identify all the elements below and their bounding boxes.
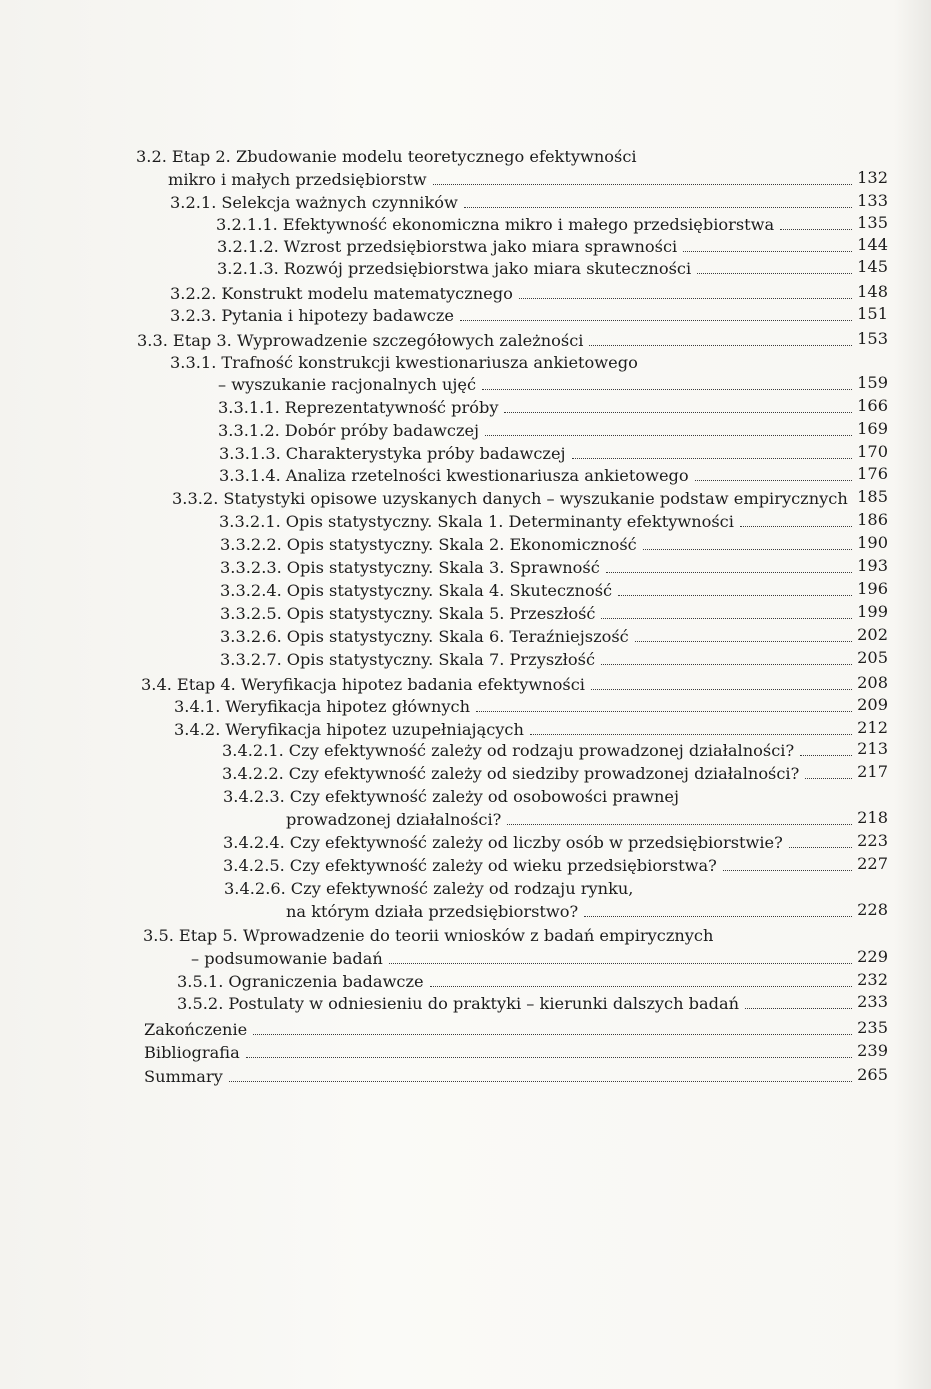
toc-leader-dots — [606, 572, 852, 573]
toc-entry-title: Etap 2. Zbudowanie modelu teoretycznego efektywności — [171, 147, 637, 166]
toc-leader-dots — [695, 480, 852, 481]
toc-leader-dots — [740, 526, 852, 527]
toc-leader-dots — [723, 870, 852, 871]
toc-page-number: 151 — [857, 304, 888, 323]
toc-entry-title: Analiza rzetelności kwestionariusza ankietowego — [285, 466, 689, 485]
toc-entry — [141, 675, 585, 695]
toc-page-number: 159 — [857, 373, 888, 392]
toc-leader-dots — [433, 184, 852, 185]
toc-page-number: 132 — [857, 168, 888, 187]
toc-entry-number: 3.2.1. — [170, 193, 217, 212]
toc-page-number: 232 — [857, 970, 888, 989]
toc-leader-dots — [683, 251, 852, 252]
toc-entry — [220, 558, 600, 578]
toc-leader-dots — [789, 847, 852, 848]
toc-leader-dots — [800, 755, 852, 756]
toc-leader-dots — [476, 711, 852, 712]
toc-page-number: 135 — [857, 213, 888, 232]
toc-entry — [220, 581, 612, 601]
toc-page-number: 227 — [857, 854, 888, 873]
toc-entry-number: 3.3. — [137, 331, 168, 350]
toc-leader-dots — [389, 963, 852, 964]
toc-entry-number: 3.3.2.3. — [220, 558, 282, 577]
toc-entry-title: Etap 4. Weryfikacja hipotez badania efektywności — [176, 675, 585, 694]
toc-entry-title: Postulaty w odniesieniu do praktyki – kierunki dalszych badań — [228, 994, 740, 1013]
toc-page-number: 213 — [857, 739, 888, 758]
toc-entry-title: Rozwój przedsiębiorstwa jako miara skuteczności — [283, 259, 692, 278]
toc-entry-title: Czy efektywność zależy od rodzaju prowadzonej działalności? — [288, 741, 795, 760]
toc-page-number: 193 — [857, 556, 888, 575]
toc-leader-dots — [485, 435, 852, 436]
toc-entry-title: Czy efektywność zależy od osobowości prawnej — [289, 787, 679, 806]
toc-page-number: 145 — [857, 257, 888, 276]
toc-entry-number: 3.4.1. — [174, 697, 221, 716]
toc-entry — [223, 787, 679, 807]
toc-entry — [174, 720, 524, 740]
toc-page-number: 217 — [857, 762, 888, 781]
toc-entry — [218, 398, 498, 418]
toc-entry-title: Weryfikacja hipotez głównych — [225, 697, 471, 716]
toc-entry — [218, 421, 479, 441]
toc-entry — [170, 353, 638, 373]
toc-page-number: 176 — [857, 464, 888, 483]
toc-page-number: 228 — [857, 900, 888, 919]
toc-entry-number: 3.3.2. — [172, 489, 219, 508]
toc-entry — [219, 512, 734, 532]
toc-entry-number: 3.2.1.1. — [216, 215, 278, 234]
toc-entry-number: 3.3.1.1. — [218, 398, 280, 417]
toc-leader-dots — [246, 1057, 852, 1058]
toc-entry-title: Weryfikacja hipotez uzupełniających — [225, 720, 524, 739]
toc-leader-dots — [601, 618, 852, 619]
toc-entry — [224, 879, 633, 899]
toc-leader-dots — [460, 320, 852, 321]
toc-page-number: 186 — [857, 510, 888, 529]
toc-leader-dots — [745, 1008, 852, 1009]
toc-page-number: 133 — [857, 191, 888, 210]
toc-entry-number: 3.4.2.5. — [223, 856, 285, 875]
toc-entry-number: 3.4.2.1. — [222, 741, 284, 760]
toc-entry — [174, 697, 470, 717]
toc-entry — [170, 306, 454, 326]
toc-entry-title: Zakończenie — [144, 1020, 248, 1039]
toc-entry — [177, 994, 739, 1014]
toc-leader-dots — [504, 412, 852, 413]
toc-entry-title: Ograniczenia badawcze — [228, 972, 424, 991]
toc-leader-dots — [572, 458, 852, 459]
toc-leader-dots — [780, 229, 852, 230]
toc-page-number: 199 — [857, 602, 888, 621]
toc-entry-number: 3.4. — [141, 675, 172, 694]
toc-page-number: 233 — [857, 992, 888, 1011]
toc-leader-dots — [430, 986, 852, 987]
toc-page-number: 205 — [857, 648, 888, 667]
toc-entry-title: Selekcja ważnych czynników — [221, 193, 458, 212]
toc-entry-title: Opis statystyczny. Skala 1. Determinanty efektywności — [285, 512, 734, 531]
toc-entry-title: Czy efektywność zależy od siedziby prowadzonej działalności? — [288, 764, 800, 783]
toc-entry — [143, 926, 713, 946]
toc-entry — [144, 1067, 223, 1087]
toc-entry — [144, 1020, 247, 1040]
toc-page-number: 202 — [857, 625, 888, 644]
toc-page-number: 148 — [857, 282, 888, 301]
toc-leader-dots — [229, 1081, 852, 1082]
toc-leader-dots — [589, 345, 852, 346]
toc-entry-number: 3.3.2.7. — [220, 650, 282, 669]
toc-entry — [136, 147, 637, 167]
toc-page-number: 265 — [857, 1065, 888, 1084]
toc-leader-dots — [584, 916, 852, 917]
toc-leader-dots — [464, 207, 852, 208]
toc-leader-dots — [253, 1034, 852, 1035]
toc-entry-title: Bibliografia — [144, 1043, 240, 1062]
toc-page-number: 169 — [857, 419, 888, 438]
toc-entry — [144, 1043, 240, 1063]
toc-page-number: 196 — [857, 579, 888, 598]
toc-entry-title: Etap 5. Wprowadzenie do teorii wniosków z badań empirycznych — [178, 926, 714, 945]
toc-page-number: 208 — [857, 673, 888, 692]
toc-entry-continuation: prowadzonej działalności? — [286, 810, 502, 829]
toc-entry-title: Pytania i hipotezy badawcze — [221, 306, 454, 325]
toc-entry — [177, 972, 424, 992]
toc-leader-dots — [635, 641, 852, 642]
toc-entry — [170, 284, 513, 304]
toc-entry-number: 3.3.2.4. — [220, 581, 282, 600]
toc-entry-continuation: – podsumowanie badań — [191, 949, 383, 968]
toc-entry — [216, 215, 774, 235]
toc-entry-title: Etap 3. Wyprowadzenie szczegółowych zależności — [172, 331, 584, 350]
toc-entry-title: Efektywność ekonomiczna mikro i małego przedsiębiorstwa — [282, 215, 775, 234]
toc-entry-title: Opis statystyczny. Skala 4. Skuteczność — [286, 581, 613, 600]
toc-entry-title: Czy efektywność zależy od liczby osób w przedsiębiorstwie? — [289, 833, 783, 852]
toc-entry-title: Trafność konstrukcji kwestionariusza ankietowego — [221, 353, 638, 372]
toc-entry — [219, 444, 566, 464]
toc-entry — [172, 489, 848, 509]
toc-entry-title: Opis statystyczny. Skala 2. Ekonomiczność — [286, 535, 637, 554]
toc-page-number: 212 — [857, 718, 888, 737]
toc-entry-title: Reprezentatywność próby — [284, 398, 499, 417]
toc-entry-continuation: – wyszukanie racjonalnych ujęć — [218, 375, 477, 394]
toc-entry-number: 3.4.2. — [174, 720, 221, 739]
toc-entry-title: Wzrost przedsiębiorstwa jako miara sprawności — [283, 237, 678, 256]
toc-entry — [223, 856, 717, 876]
toc-leader-dots — [618, 595, 852, 596]
toc-page-number: 239 — [857, 1041, 888, 1060]
toc-entry-number: 3.4.2.2. — [222, 764, 284, 783]
toc-entry-number: 3.2.1.3. — [217, 259, 279, 278]
toc-entry — [217, 237, 677, 257]
toc-leader-dots — [643, 549, 852, 550]
toc-page-number: 218 — [857, 808, 888, 827]
toc-entry — [217, 259, 691, 279]
toc-entry-number: 3.5. — [143, 926, 174, 945]
toc-entry — [223, 833, 783, 853]
toc-entry — [219, 466, 689, 486]
toc-entry — [222, 764, 799, 784]
toc-entry-number: 3.3.1.2. — [218, 421, 280, 440]
toc-leader-dots — [482, 389, 852, 390]
toc-page-number: 223 — [857, 831, 888, 850]
toc-entry-continuation: na którym działa przedsiębiorstwo? — [286, 902, 579, 921]
toc-entry-number: 3.2. — [136, 147, 167, 166]
toc-page-number: 170 — [857, 442, 888, 461]
toc-entry-number: 3.2.3. — [170, 306, 217, 325]
toc-entry — [220, 604, 595, 624]
toc-page-number: 144 — [857, 235, 888, 254]
toc-entry-title: Czy efektywność zależy od wieku przedsiębiorstwa? — [289, 856, 717, 875]
toc-leader-dots — [601, 664, 852, 665]
toc-entry-number: 3.5.1. — [177, 972, 224, 991]
toc-page-number: 153 — [857, 329, 888, 348]
toc-entry-number: 3.3.2.2. — [220, 535, 282, 554]
toc-entry — [170, 193, 458, 213]
toc-entry-number: 3.4.2.4. — [223, 833, 285, 852]
toc-entry-number: 3.5.2. — [177, 994, 224, 1013]
toc-leader-dots — [507, 824, 852, 825]
toc-page-number: 190 — [857, 533, 888, 552]
toc-entry-number: 3.3.1.4. — [219, 466, 281, 485]
toc-page-number: 235 — [857, 1018, 888, 1037]
toc-entry-number: 3.4.2.3. — [223, 787, 285, 806]
toc-entry-number: 3.4.2.6. — [224, 879, 286, 898]
toc-entry-title: Opis statystyczny. Skala 3. Sprawność — [286, 558, 600, 577]
toc-entry-number: 3.3.2.6. — [220, 627, 282, 646]
toc-page-number: 166 — [857, 396, 888, 415]
toc-leader-dots — [805, 778, 852, 779]
toc-entry-title: Opis statystyczny. Skala 5. Przeszłość — [286, 604, 596, 623]
toc-page-number: 229 — [857, 947, 888, 966]
toc-entry-continuation: mikro i małych przedsiębiorstw — [168, 170, 427, 189]
toc-leader-dots — [519, 298, 852, 299]
toc-entry — [220, 627, 629, 647]
toc-page-number: 185 — [857, 487, 888, 506]
toc-leader-dots — [591, 689, 852, 690]
toc-entry-title: Opis statystyczny. Skala 6. Teraźniejszość — [286, 627, 629, 646]
toc-entry-title: Konstrukt modelu matematycznego — [221, 284, 513, 303]
toc-entry-number: 3.3.2.1. — [219, 512, 281, 531]
toc-entry-title: Dobór próby badawczej — [284, 421, 480, 440]
toc-entry-title: Summary — [144, 1067, 223, 1086]
toc-entry — [222, 741, 794, 761]
toc-entry — [220, 650, 595, 670]
toc-leader-dots — [530, 734, 852, 735]
toc-entry — [220, 535, 637, 555]
toc-entry — [137, 331, 583, 351]
toc-entry-number: 3.3.1. — [170, 353, 217, 372]
toc-leader-dots — [697, 273, 852, 274]
toc-entry-number: 3.3.1.3. — [219, 444, 281, 463]
toc-entry-number: 3.3.2.5. — [220, 604, 282, 623]
toc-entry-number: 3.2.1.2. — [217, 237, 279, 256]
toc-entry-title: Opis statystyczny. Skala 7. Przyszłość — [286, 650, 596, 669]
toc-entry-number: 3.2.2. — [170, 284, 217, 303]
toc-page-number: 209 — [857, 695, 888, 714]
toc-entry-title: Charakterystyka próby badawczej — [285, 444, 566, 463]
toc-entry-title: Czy efektywność zależy od rodzaju rynku, — [290, 879, 634, 898]
toc-entry-title: Statystyki opisowe uzyskanych danych – wyszukanie podstaw empirycznych — [223, 489, 848, 508]
